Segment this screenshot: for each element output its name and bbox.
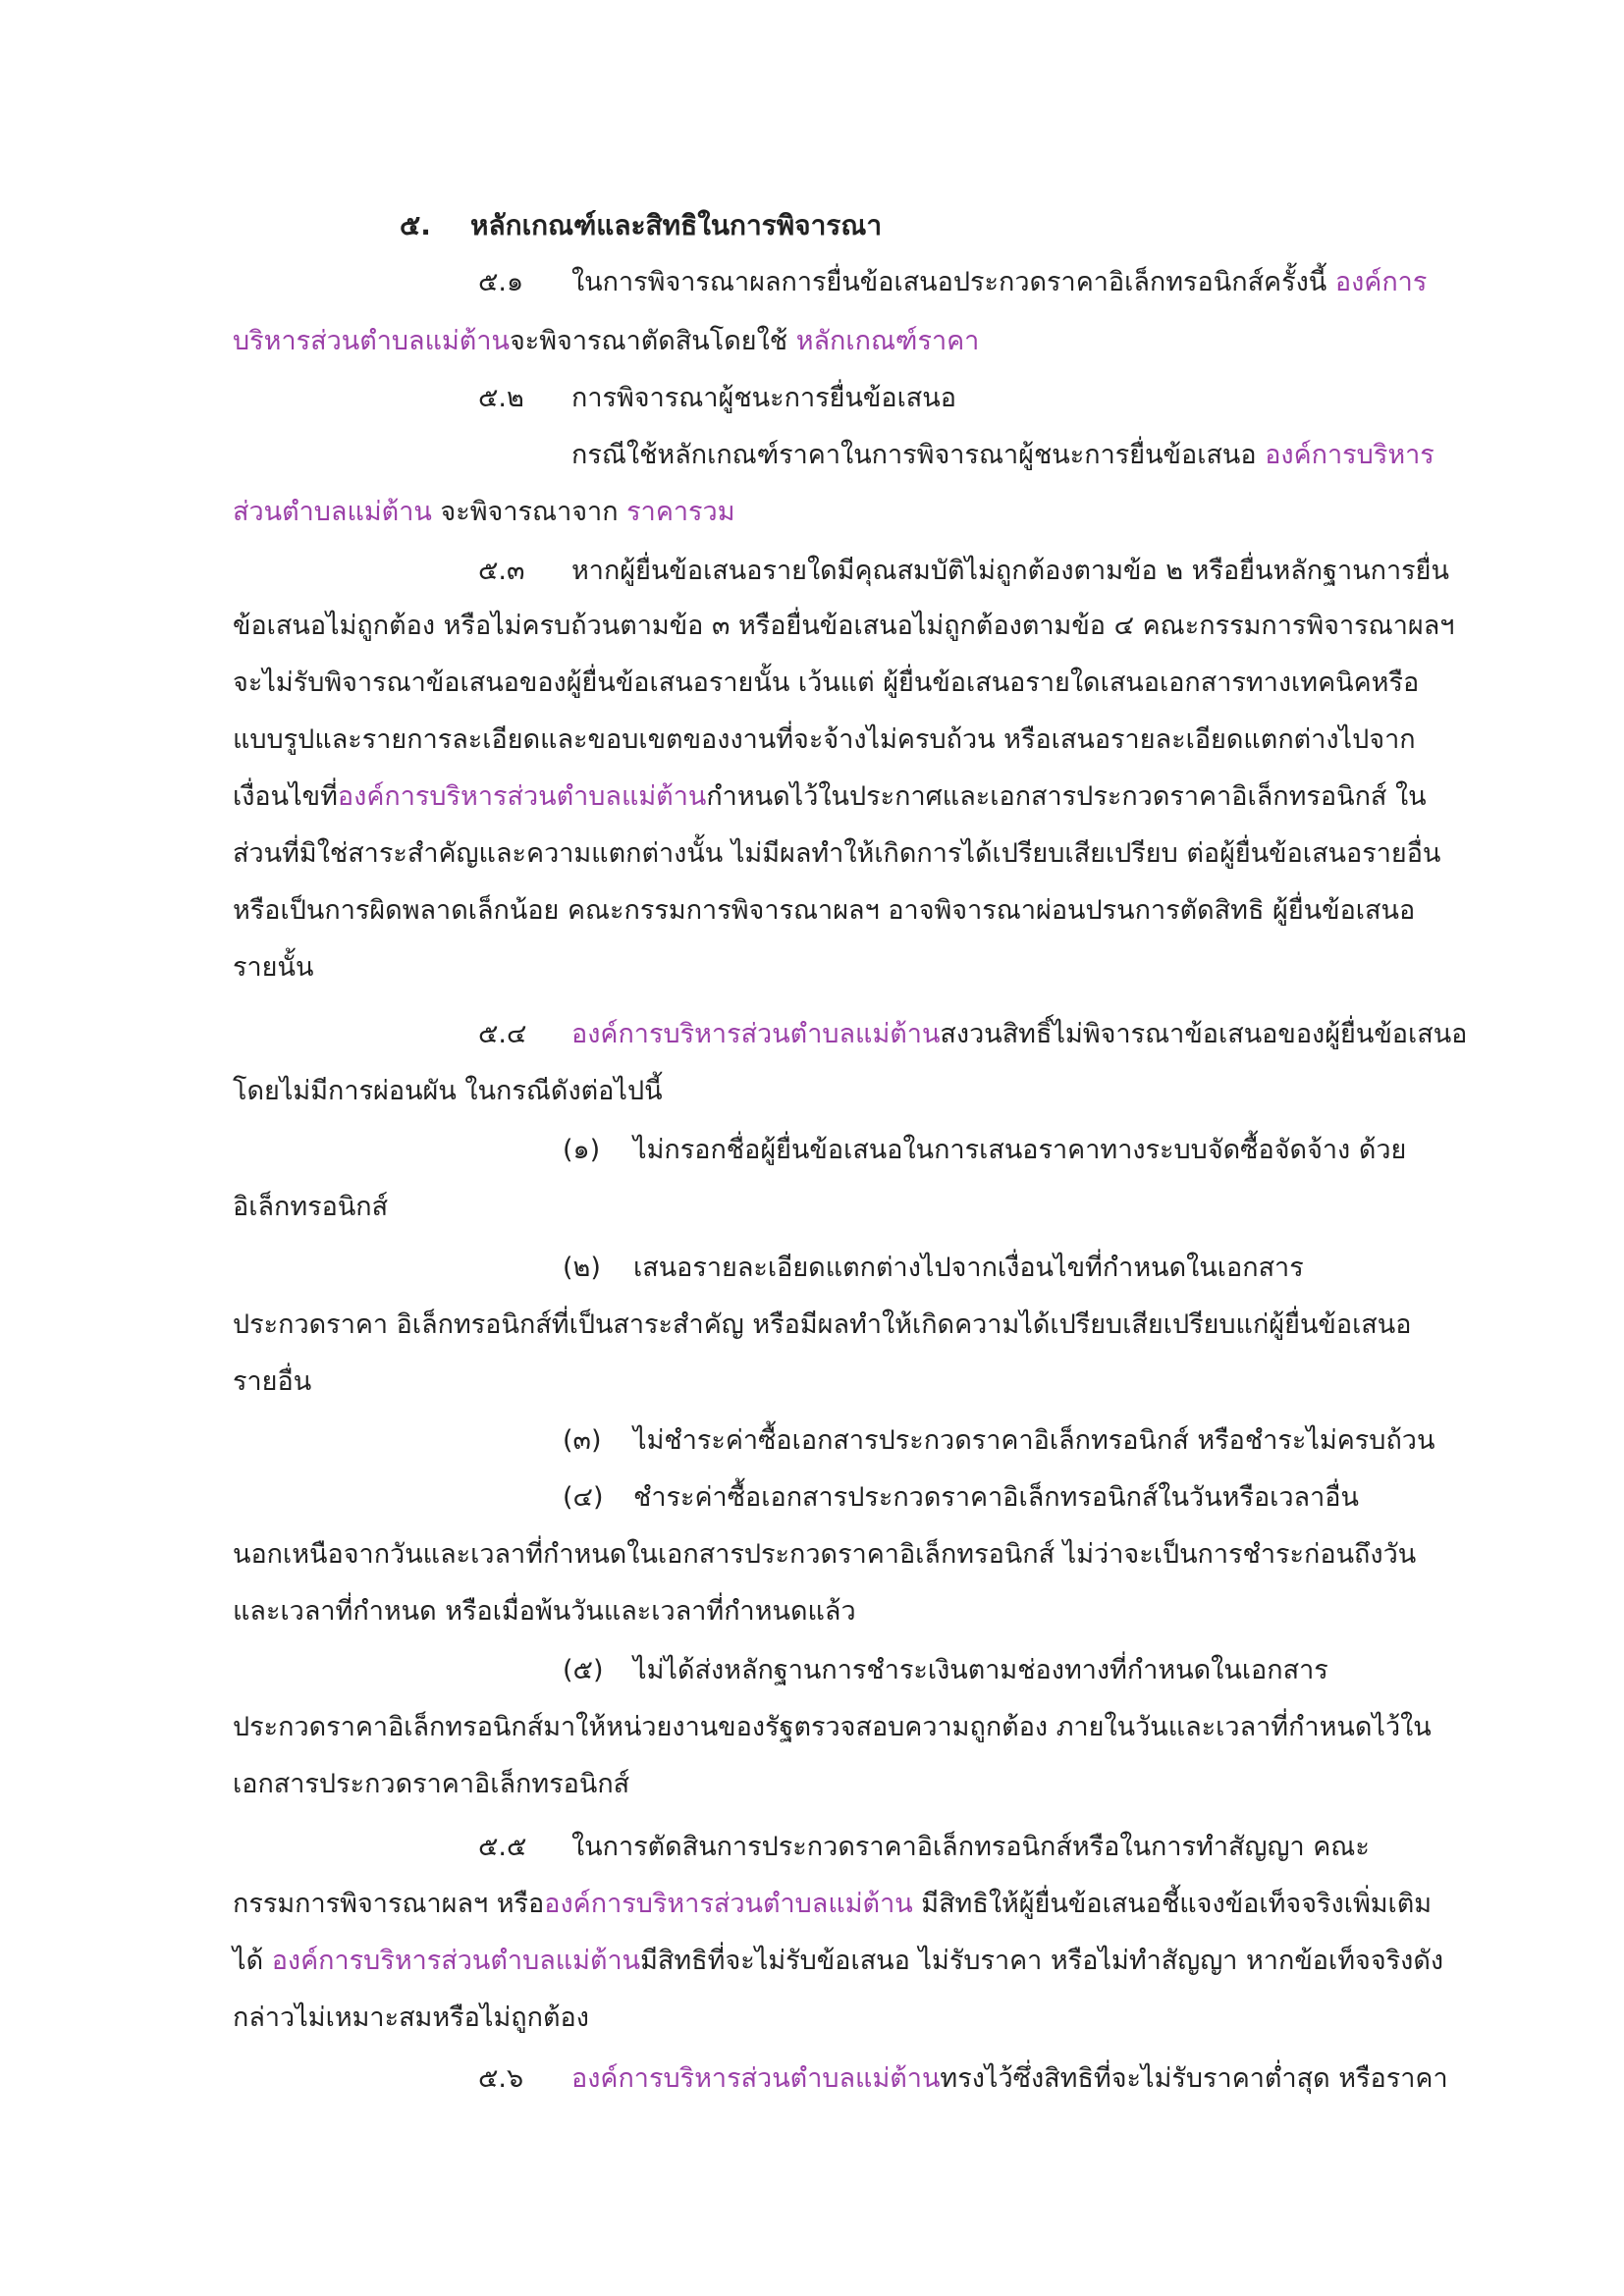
- item-1-line-2: อิเล็กทรอนิกส์: [233, 1192, 389, 1222]
- clause-5-5-line-2: กรรมการพิจารณาผลฯ หรือองค์การบริหารส่วนตำบลแม่ต้าน มีสิทธิให้ผู้ยื่นข้อเสนอชี้แจงข้อเท็จจริงเพิ่มเติม: [233, 1889, 1433, 1919]
- clause-5-3-line-4: แบบรูปและรายการละเอียดและขอบเขตของงานที่จะจ้างไม่ครบถ้วน หรือเสนอรายละเอียดแตกต่างไปจาก: [233, 724, 1416, 755]
- org-name: องค์การบริหารส่วนตำบลแม่ต้าน: [544, 1889, 913, 1919]
- criteria-price: หลักเกณฑ์ราคา: [795, 326, 980, 356]
- clause-5-2-line-1: กรณีใช้หลักเกณฑ์ราคาในการพิจารณาผู้ชนะการยื่นข้อเสนอ องค์การบริหาร: [571, 440, 1435, 470]
- org-name: บริหารส่วนตำบลแม่ต้าน: [233, 326, 510, 356]
- clause-5-1-line-2: บริหารส่วนตำบลแม่ต้านจะพิจารณาตัดสินโดยใช้ หลักเกณฑ์ราคา: [233, 326, 980, 356]
- item-4-line-1: (๔) ชำระค่าซื้อเอกสารประกวดราคาอิเล็กทรอนิกส์ในวันหรือเวลาอื่น: [563, 1478, 1359, 1518]
- item-2-line-2: ประกวดราคา อิเล็กทรอนิกส์ที่เป็นสาระสำคัญ หรือมีผลทำให้เกิดความได้เปรียบเสียเปรียบแก่ผู้ยื่นข้อเสนอ: [233, 1309, 1412, 1340]
- clause-5-5-line-1: ๕.๕ ในการตัดสินการประกวดราคาอิเล็กทรอนิกส์หรือในการทำสัญญา คณะ: [478, 1828, 1370, 1867]
- org-name: องค์การบริหารส่วนตำบลแม่ต้าน: [571, 1019, 941, 1049]
- clause-5-2-title: ๕.๒ การพิจารณาผู้ชนะการยื่นข้อเสนอ: [478, 379, 956, 418]
- clause-number: ๕.๒: [478, 383, 524, 413]
- item-5-line-2: ประกวดราคาอิเล็กทรอนิกส์มาให้หน่วยงานของรัฐตรวจสอบความถูกต้อง ภายในวันและเวลาที่กำหนดไว้ใน: [233, 1712, 1432, 1742]
- item-number: (๓): [563, 1425, 602, 1456]
- section-title: หลักเกณฑ์และสิทธิในการพิจารณา: [470, 209, 883, 241]
- item-number: (๕): [563, 1655, 604, 1685]
- item-2-line-3: รายอื่น: [233, 1366, 312, 1397]
- clause-5-5-line-4: กล่าวไม่เหมาะสมหรือไม่ถูกต้อง: [233, 2002, 589, 2033]
- clause-5-3-line-7: หรือเป็นการผิดพลาดเล็กน้อย คณะกรรมการพิจารณาผลฯ อาจพิจารณาผ่อนปรนการตัดสิทธิ ผู้ยื่นข้อเสนอ: [233, 895, 1416, 926]
- clause-5-4-line-1: ๕.๔ องค์การบริหารส่วนตำบลแม่ต้านสงวนสิทธิ์ไม่พิจารณาข้อเสนอของผู้ยื่นข้อเสนอ: [478, 1015, 1467, 1054]
- clause-5-3-line-2: ข้อเสนอไม่ถูกต้อง หรือไม่ครบถ้วนตามข้อ ๓ หรือยื่นข้อเสนอไม่ถูกต้องตามข้อ ๔ คณะกรรมการพิจารณาผลฯ: [233, 611, 1455, 641]
- item-1-line-1: (๑) ไม่กรอกชื่อผู้ยื่นข้อเสนอในการเสนอราคาทางระบบจัดซื้อจัดจ้าง ด้วย: [563, 1131, 1406, 1170]
- section-heading: [400, 206, 882, 245]
- clause-5-3-line-1: ๕.๓ หากผู้ยื่นข้อเสนอรายใดมีคุณสมบัติไม่ถูกต้องตามข้อ ๒ หรือยื่นหลักฐานการยื่น: [478, 552, 1449, 591]
- clause-5-3-line-8: รายนั้น: [233, 952, 314, 983]
- total-price: ราคารวม: [626, 497, 735, 527]
- clause-number: ๕.๓: [478, 556, 525, 586]
- clause-number: ๕.๑: [478, 267, 524, 297]
- item-4-line-3: และเวลาที่กำหนด หรือเมื่อพ้นวันและเวลาที่กำหนดแล้ว: [233, 1596, 856, 1627]
- item-number: (๔): [563, 1482, 604, 1513]
- item-2-line-1: (๒) เสนอรายละเอียดแตกต่างไปจากเงื่อนไขที่กำหนดในเอกสาร: [563, 1249, 1304, 1288]
- clause-5-2-line-2: ส่วนตำบลแม่ต้าน จะพิจารณาจาก ราคารวม: [233, 497, 735, 527]
- item-3-line-1: (๓) ไม่ชำระค่าซื้อเอกสารประกวดราคาอิเล็กทรอนิกส์ หรือชำระไม่ครบถ้วน: [563, 1421, 1435, 1461]
- clause-5-3-line-6: ส่วนที่มิใช่สาระสำคัญและความแตกต่างนั้น ไม่มีผลทำให้เกิดการได้เปรียบเสียเปรียบ ต่อผู้ยื่นข้อเสนอรายอื่น: [233, 838, 1441, 869]
- clause-5-5-line-3: ได้ องค์การบริหารส่วนตำบลแม่ต้านมีสิทธิที่จะไม่รับข้อเสนอ ไม่รับราคา หรือไม่ทำสัญญา หากข้อเท็จจริงดัง: [233, 1946, 1444, 1976]
- org-name: องค์การบริหารส่วนตำบลแม่ต้าน: [271, 1946, 641, 1976]
- clause-5-6-line-1: ๕.๖ องค์การบริหารส่วนตำบลแม่ต้านทรงไว้ซึ่งสิทธิที่จะไม่รับราคาต่ำสุด หรือราคา: [478, 2059, 1448, 2099]
- org-name: องค์การบริหาร: [1265, 440, 1435, 470]
- clause-number: ๕.๖: [478, 2063, 524, 2094]
- item-5-line-1: (๕) ไม่ได้ส่งหลักฐานการชำระเงินตามช่องทางที่กำหนดในเอกสาร: [563, 1651, 1328, 1690]
- clause-5-1-line-1: ๕.๑ ในการพิจารณาผลการยื่นข้อเสนอประกวดราคาอิเล็กทรอนิกส์ครั้งนี้ องค์การ: [478, 263, 1427, 302]
- org-name: องค์การบริหารส่วนตำบลแม่ต้าน: [337, 781, 707, 812]
- item-number: (๑): [563, 1135, 601, 1165]
- clause-5-4-line-2: โดยไม่มีการผ่อนผัน ในกรณีดังต่อไปนี้: [233, 1076, 663, 1106]
- clause-5-3-line-5: เงื่อนไขที่องค์การบริหารส่วนตำบลแม่ต้านกำหนดไว้ในประกาศและเอกสารประกวดราคาอิเล็กทรอนิกส์ ใน: [233, 781, 1427, 812]
- clause-number: ๕.๕: [478, 1832, 527, 1862]
- org-name: ส่วนตำบลแม่ต้าน: [233, 497, 432, 527]
- section-number: ๕.: [400, 209, 431, 241]
- clause-5-3-line-3: จะไม่รับพิจารณาข้อเสนอของผู้ยื่นข้อเสนอรายนั้น เว้นแต่ ผู้ยื่นข้อเสนอรายใดเสนอเอกสารทางเทคนิคหรือ: [233, 667, 1420, 698]
- org-name: องค์การ: [1334, 267, 1428, 297]
- org-name: องค์การบริหารส่วนตำบลแม่ต้าน: [571, 2063, 941, 2094]
- item-number: (๒): [563, 1253, 601, 1283]
- item-4-line-2: นอกเหนือจากวันและเวลาที่กำหนดในเอกสารประกวดราคาอิเล็กทรอนิกส์ ไม่ว่าจะเป็นการชำระก่อนถึงวัน: [233, 1539, 1417, 1570]
- item-5-line-3: เอกสารประกวดราคาอิเล็กทรอนิกส์: [233, 1769, 630, 1799]
- clause-number: ๕.๔: [478, 1019, 527, 1049]
